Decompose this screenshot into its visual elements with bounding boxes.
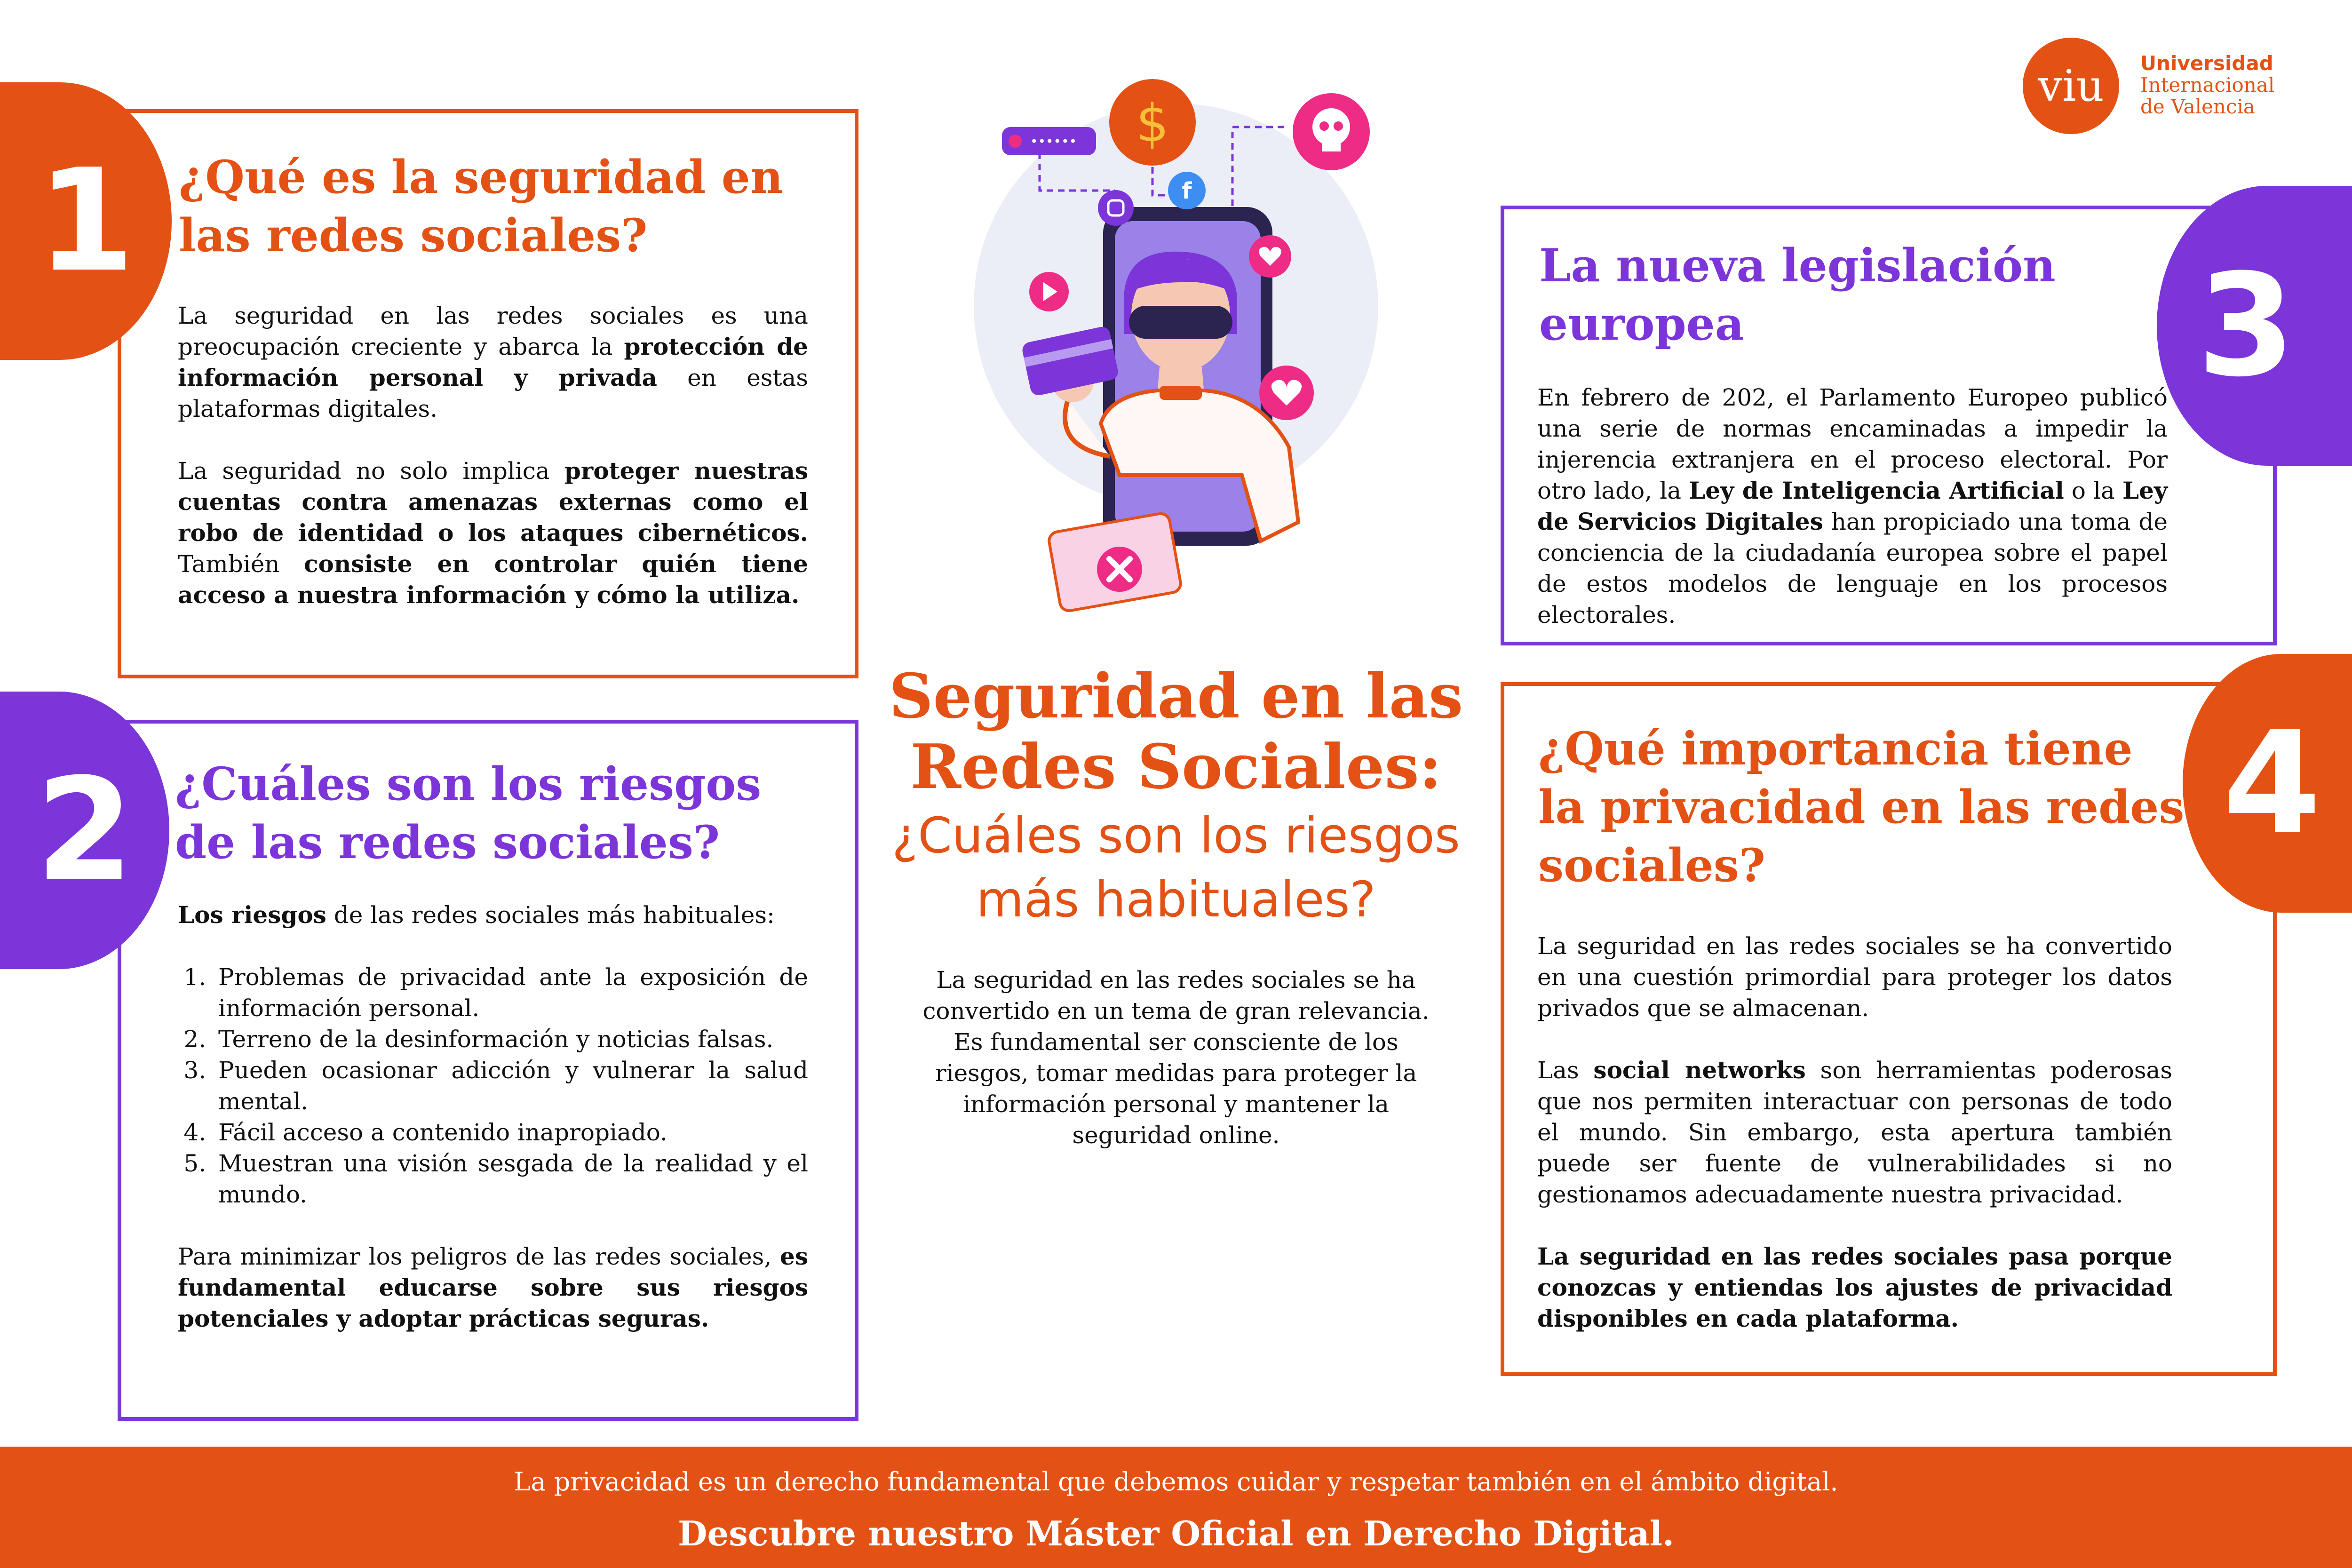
risk-item: 4. Fácil acceso a contenido inapropiado. (214, 1117, 808, 1148)
main-subtitle-line-2: más habituales? (976, 871, 1376, 928)
section-1-paragraph-1: La seguridad en las redes sociales es una preocupación creciente y abarca la protección de información personal y privada en estas plataformas digitales. (178, 302, 808, 422)
main-subtitle-line-1: ¿Cuáles son los riesgos (892, 807, 1460, 864)
section-1-title: ¿Qué es la seguridad en las redes sociales? (179, 151, 783, 262)
footer-tagline: La privacidad es un derecho fundamental que debemos cuidar y respetar también en el ámbito digital. (514, 1467, 1838, 1496)
section-2-intro: Los riesgos de las redes sociales más habituales: (178, 901, 775, 929)
instagram-icon (1098, 190, 1134, 226)
section-2-body (178, 899, 808, 1334)
main-title (875, 661, 1477, 930)
footer-banner[interactable] (0, 1447, 2352, 1568)
logo-line-3: de Valencia (2140, 95, 2255, 118)
main-title-line-1: Seguridad en las (889, 660, 1463, 732)
dollar-symbol: $ (1136, 93, 1169, 153)
facebook-glyph: f (1182, 178, 1192, 204)
section-2-title: ¿Cuáles son los riesgos de las redes sociales? (175, 757, 762, 869)
section-3-paragraph: En febrero de 202, el Parlamento Europeo publicó una serie de normas encaminadas a impedir la injerencia extranjera en el proceso electoral. Por otro lado, la Ley de Inteligencia Artificial o la Ley de Servicios Digitales han propiciado una toma de conciencia de la ciudadanía europea sobre el papel de estos modelos de lenguaje en los procesos electorales. (1537, 384, 2168, 629)
section-4-title: ¿Qué importancia tiene la privacidad en las redes sociales? (1538, 722, 2185, 892)
logo-mark: viu (2023, 38, 2119, 134)
section-2-number: 2 (35, 748, 134, 912)
section-1-paragraph-2: La seguridad no solo implica proteger nuestras cuentas contra amenazas externas como el robo de identidad o los ataques cibernéticos. También consiste en controlar quién tiene acceso a nuestra información y cómo la utiliza. (178, 457, 808, 609)
skull-jaw (1322, 141, 1341, 151)
main-title-line-2: Redes Sociales: (910, 731, 1442, 803)
skull-head (1312, 108, 1350, 146)
password-mask: •••••• (1030, 134, 1077, 149)
risk-item: 1. Problemas de privacidad ante la exposición de información personal. (214, 962, 808, 1024)
main-intro: La seguridad en las redes sociales se ha convertido en un tema de gran relevancia. Es fundamental ser consciente de los riesgos, tomar medidas para proteger la información personal y mantener la seguridad online. (922, 966, 1430, 1149)
section-4-number: 4 (2223, 701, 2321, 865)
section-4-paragraph-3: La seguridad en las redes sociales pasa porque conozcas y entiendas los ajustes de privacidad disponibles en cada plataforma. (1537, 1242, 2172, 1332)
logo-line-1: Universidad (2140, 52, 2273, 75)
logo-wordmark (2140, 53, 2274, 118)
logo-line-2: Internacional (2140, 73, 2275, 96)
section-3-number: 3 (2197, 243, 2296, 408)
footer-cta-link[interactable]: Descubre nuestro Máster Oficial en Derecho Digital. (677, 1513, 1675, 1553)
risk-item: 2. Terreno de la desinformación y noticias falsas. (214, 1024, 808, 1055)
section-1-body (178, 300, 808, 611)
social-media-illustration (960, 71, 1402, 626)
university-logo[interactable] (2023, 38, 2314, 136)
risk-list (178, 962, 808, 1210)
section-4-paragraph-1: La seguridad en las redes sociales se ha convertido en una cuestión primordial para proteger los datos privados que se almacenan. (1537, 932, 2172, 1022)
section-2-outro: Para minimizar los peligros de las redes sociales, es fundamental educarse sobre sus riesgos potenciales y adoptar prácticas seguras. (178, 1242, 808, 1332)
section-4-body (1537, 931, 2172, 1334)
skull-eye (1334, 121, 1343, 131)
skull-eye (1319, 121, 1329, 131)
person-collar (1160, 386, 1202, 400)
section-3-body (1537, 382, 2168, 630)
risk-item: 5. Muestran una visión sesgada de la realidad y el mundo. (214, 1148, 808, 1210)
lock-icon (1009, 135, 1022, 148)
section-1-number: 1 (37, 139, 135, 303)
person-mask (1129, 306, 1232, 339)
risk-item: 3. Pueden ocasionar adicción y vulnerar la salud mental. (214, 1055, 808, 1117)
section-4-paragraph-2: Las social networks son herramientas poderosas que nos permiten interactuar con personas de todo el mundo. Sin embargo, esta apertura también puede ser fuente de vulnerabilidades si no gestionamos adecuadamente nuestra privacidad. (1537, 1056, 2172, 1208)
section-3-title: La nueva legislación europea (1539, 239, 2056, 350)
